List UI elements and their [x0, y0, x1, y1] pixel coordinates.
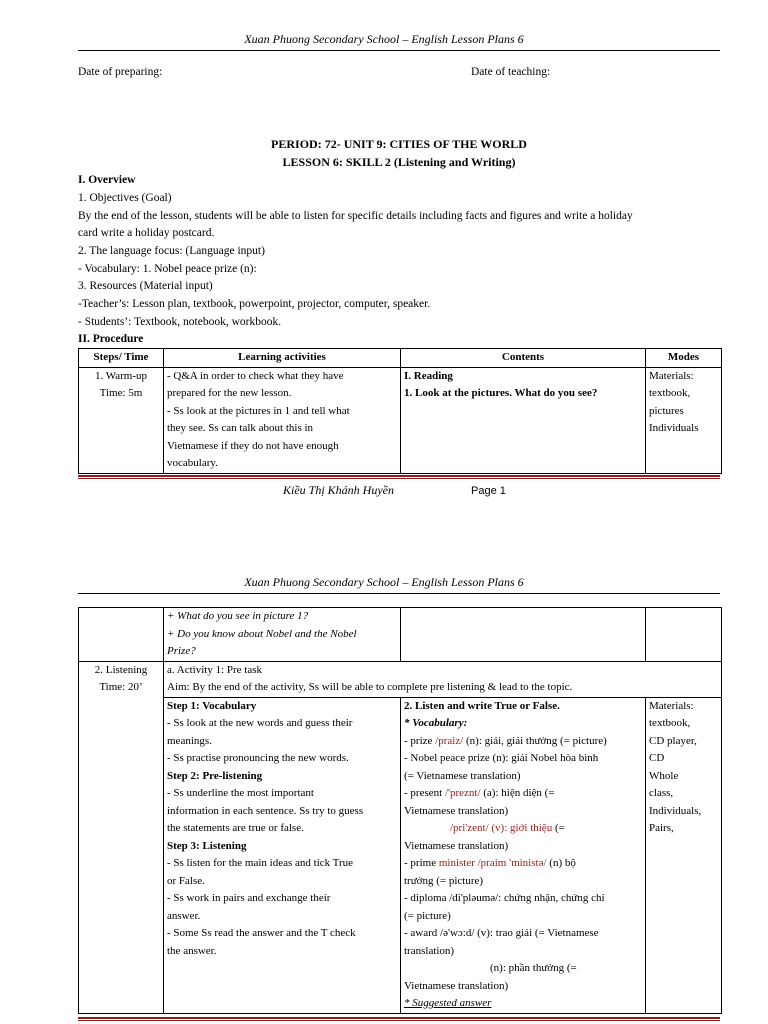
vocab-entry: (n): phần thưởng (= — [490, 962, 577, 974]
activity-line: or False. — [167, 874, 205, 887]
warmup-activities-cell — [164, 367, 401, 473]
empty-step-cell — [79, 608, 164, 662]
activity-line: the statements are true or false. — [167, 822, 304, 834]
mode-line: Pairs, — [649, 822, 674, 834]
activity-aim: Aim: By the end of the activity, Ss will be able to complete pre listening & lead to the topic. — [167, 681, 573, 693]
objective-text-cont: card write a holiday postcard. — [78, 227, 215, 239]
empty-modes-cell — [646, 608, 722, 662]
procedure-heading: II. Procedure — [78, 333, 144, 345]
suggested-answer-label: * Suggested answer — [404, 997, 492, 1009]
vocab-entry: trưởng (= picture) — [404, 874, 484, 887]
col-header-modes: Modes — [646, 349, 722, 368]
vocabulary-label: * Vocabulary: — [404, 717, 468, 729]
vocab-entry: translation) — [404, 944, 455, 957]
activity-title: a. Activity 1: Pre task — [167, 663, 263, 676]
activity-line: - Q&A in order to check what they have — [167, 369, 344, 382]
mode-line: Whole — [649, 769, 679, 782]
vocab-word: - prize — [404, 734, 436, 747]
header-rule — [78, 50, 720, 51]
vocab-entry — [404, 785, 642, 803]
vocab-entry: (= Vietnamese translation) — [404, 769, 521, 782]
activity-line: - Some Ss read the answer and the T check — [167, 927, 356, 939]
vocab-meaning: (= — [552, 822, 565, 834]
step-time: Time: 5m — [99, 387, 143, 399]
vocab-entry: - Nobel peace prize (n): giải Nobel hòa bình — [404, 752, 599, 764]
warmup-modes-cell — [646, 367, 722, 473]
vocab-phonetic: /praiz/ — [435, 734, 464, 747]
vocab-entry: Vietnamese translation) — [404, 979, 509, 992]
vocab-meaning: (n): giải, giải thưởng (= picture) — [463, 734, 607, 747]
step-label: 2. Listening — [94, 663, 148, 676]
language-focus-line: 2. The language focus: (Language input) — [78, 245, 265, 257]
mode-line: Materials: — [649, 369, 694, 382]
teacher-resources-line: -Teacher’s: Lesson plan, textbook, powerpoint, projector, computer, speaker. — [78, 298, 431, 310]
col-header-contents: Contents — [401, 349, 646, 368]
overview-heading: I. Overview — [78, 174, 136, 186]
period-title: PERIOD: 72- UNIT 9: CITIES OF THE WORLD — [271, 137, 527, 151]
vocab-entry — [404, 733, 642, 751]
contents-heading: 2. Listen and write True or False. — [404, 699, 560, 712]
header-rule — [78, 593, 720, 594]
procedure-table-page1 — [78, 348, 722, 474]
contents-task: 1. Look at the pictures. What do you see? — [404, 387, 598, 399]
col-header-steps: Steps/ Time — [79, 349, 164, 368]
vocab-meaning: (a): hiện diện (= — [480, 787, 555, 799]
mode-line: class, — [649, 787, 674, 799]
listening-modes-cell — [646, 697, 722, 1013]
activity-line: answer. — [167, 909, 201, 922]
mode-line: Individuals — [649, 422, 699, 434]
vocabulary-line: - Vocabulary: 1. Nobel peace prize (n): — [78, 263, 257, 275]
vocab-phonetic: /pri'zent/ (v): giới thiệu — [450, 822, 553, 834]
listening-step-cell — [79, 661, 164, 1013]
empty-contents-cell — [401, 608, 646, 662]
activity-line: - Ss work in pairs and exchange their — [167, 892, 331, 904]
objectives-line: 1. Objectives (Goal) — [78, 192, 172, 204]
date-of-preparing: Date of preparing: — [78, 66, 163, 78]
vocab-entry: Vietnamese translation) — [404, 804, 509, 817]
vocab-word: - prime — [404, 857, 439, 869]
footer-rule — [78, 475, 720, 479]
vocab-meaning: (n) bộ — [546, 857, 576, 869]
contents-heading: I. Reading — [404, 369, 453, 382]
mode-line: Individuals, — [649, 804, 702, 817]
student-resources-line: - Students’: Textbook, notebook, workbook. — [78, 316, 282, 328]
activity-line: meanings. — [167, 734, 212, 747]
col-header-activities: Learning activities — [164, 349, 401, 368]
step-heading: Step 3: Listening — [167, 839, 247, 852]
step-label: 1. Warm-up — [94, 369, 148, 382]
footer-author: Kiều Thị Khánh Huyền — [283, 483, 394, 497]
vocab-entry: - award /ə'wɔ:d/ (v): trao giải (= Vietnamese — [404, 927, 599, 939]
objective-text: By the end of the lesson, students will be able to listen for specific details including facts and figures and write a holiday — [78, 210, 633, 222]
vocab-phonetic: minister /praim 'ministə/ — [438, 857, 547, 869]
mode-line: CD — [649, 752, 665, 764]
vocab-entry: - diploma /di'pləumə/: chứng nhận, chứng chỉ — [404, 892, 605, 904]
activity-line: the answer. — [167, 944, 217, 957]
vocab-entry — [404, 855, 642, 873]
activity-line: Vietnamese if they do not have enough — [167, 439, 339, 452]
vocab-phonetic: /'preznt/ — [444, 787, 481, 799]
activity-line: vocabulary. — [167, 457, 218, 469]
question-line: Prize? — [167, 645, 196, 657]
activity-aim-cell — [164, 661, 722, 697]
mode-line: CD player, — [649, 734, 697, 747]
activity-line: - Ss practise pronouncing the new words. — [167, 752, 349, 764]
procedure-table-page2 — [78, 607, 722, 1014]
resources-line: 3. Resources (Material input) — [78, 280, 213, 292]
activity-line: - Ss look at the new words and guess their — [167, 717, 353, 729]
activity-line: - Ss listen for the main ideas and tick True — [167, 857, 354, 869]
mode-line: textbook, — [649, 387, 691, 399]
page-header: Xuan Phuong Secondary School – English Lesson Plans 6 — [244, 32, 524, 46]
warmup-questions-cell — [164, 608, 401, 662]
vocab-entry: Vietnamese translation) — [404, 839, 509, 852]
date-of-teaching: Date of teaching: — [471, 66, 551, 78]
lesson-title: LESSON 6: SKILL 2 (Listening and Writing) — [282, 155, 516, 169]
page-header: Xuan Phuong Secondary School – English Lesson Plans 6 — [244, 575, 524, 589]
activity-line: they see. Ss can talk about this in — [167, 422, 314, 434]
vocab-entry — [404, 820, 642, 838]
footer-rule — [78, 1017, 720, 1021]
vocab-word: - present — [404, 787, 445, 799]
step-heading: Step 1: Vocabulary — [167, 699, 257, 712]
question-line: + Do you know about Nobel and the Nobel — [167, 627, 357, 640]
step-heading: Step 2: Pre-listening — [167, 769, 263, 782]
warmup-contents-cell — [401, 367, 646, 473]
activity-line: - Ss underline the most important — [167, 787, 314, 799]
activity-line: - Ss look at the pictures in 1 and tell what — [167, 404, 350, 417]
vocab-entry: (= picture) — [404, 909, 451, 922]
activity-line: information in each sentence. Ss try to guess — [167, 804, 364, 817]
mode-line: textbook, — [649, 717, 691, 729]
listening-contents-cell — [401, 697, 646, 1013]
footer-page-number: Page 1 — [471, 485, 506, 497]
question-line: + What do you see in picture 1? — [167, 610, 309, 622]
mode-line: pictures — [649, 404, 684, 417]
mode-line: Materials: — [649, 699, 694, 712]
activity-line: prepared for the new lesson. — [167, 387, 292, 399]
step-time: Time: 20’ — [99, 681, 143, 693]
listening-activities-cell — [164, 697, 401, 1013]
warmup-step-cell — [79, 367, 164, 473]
